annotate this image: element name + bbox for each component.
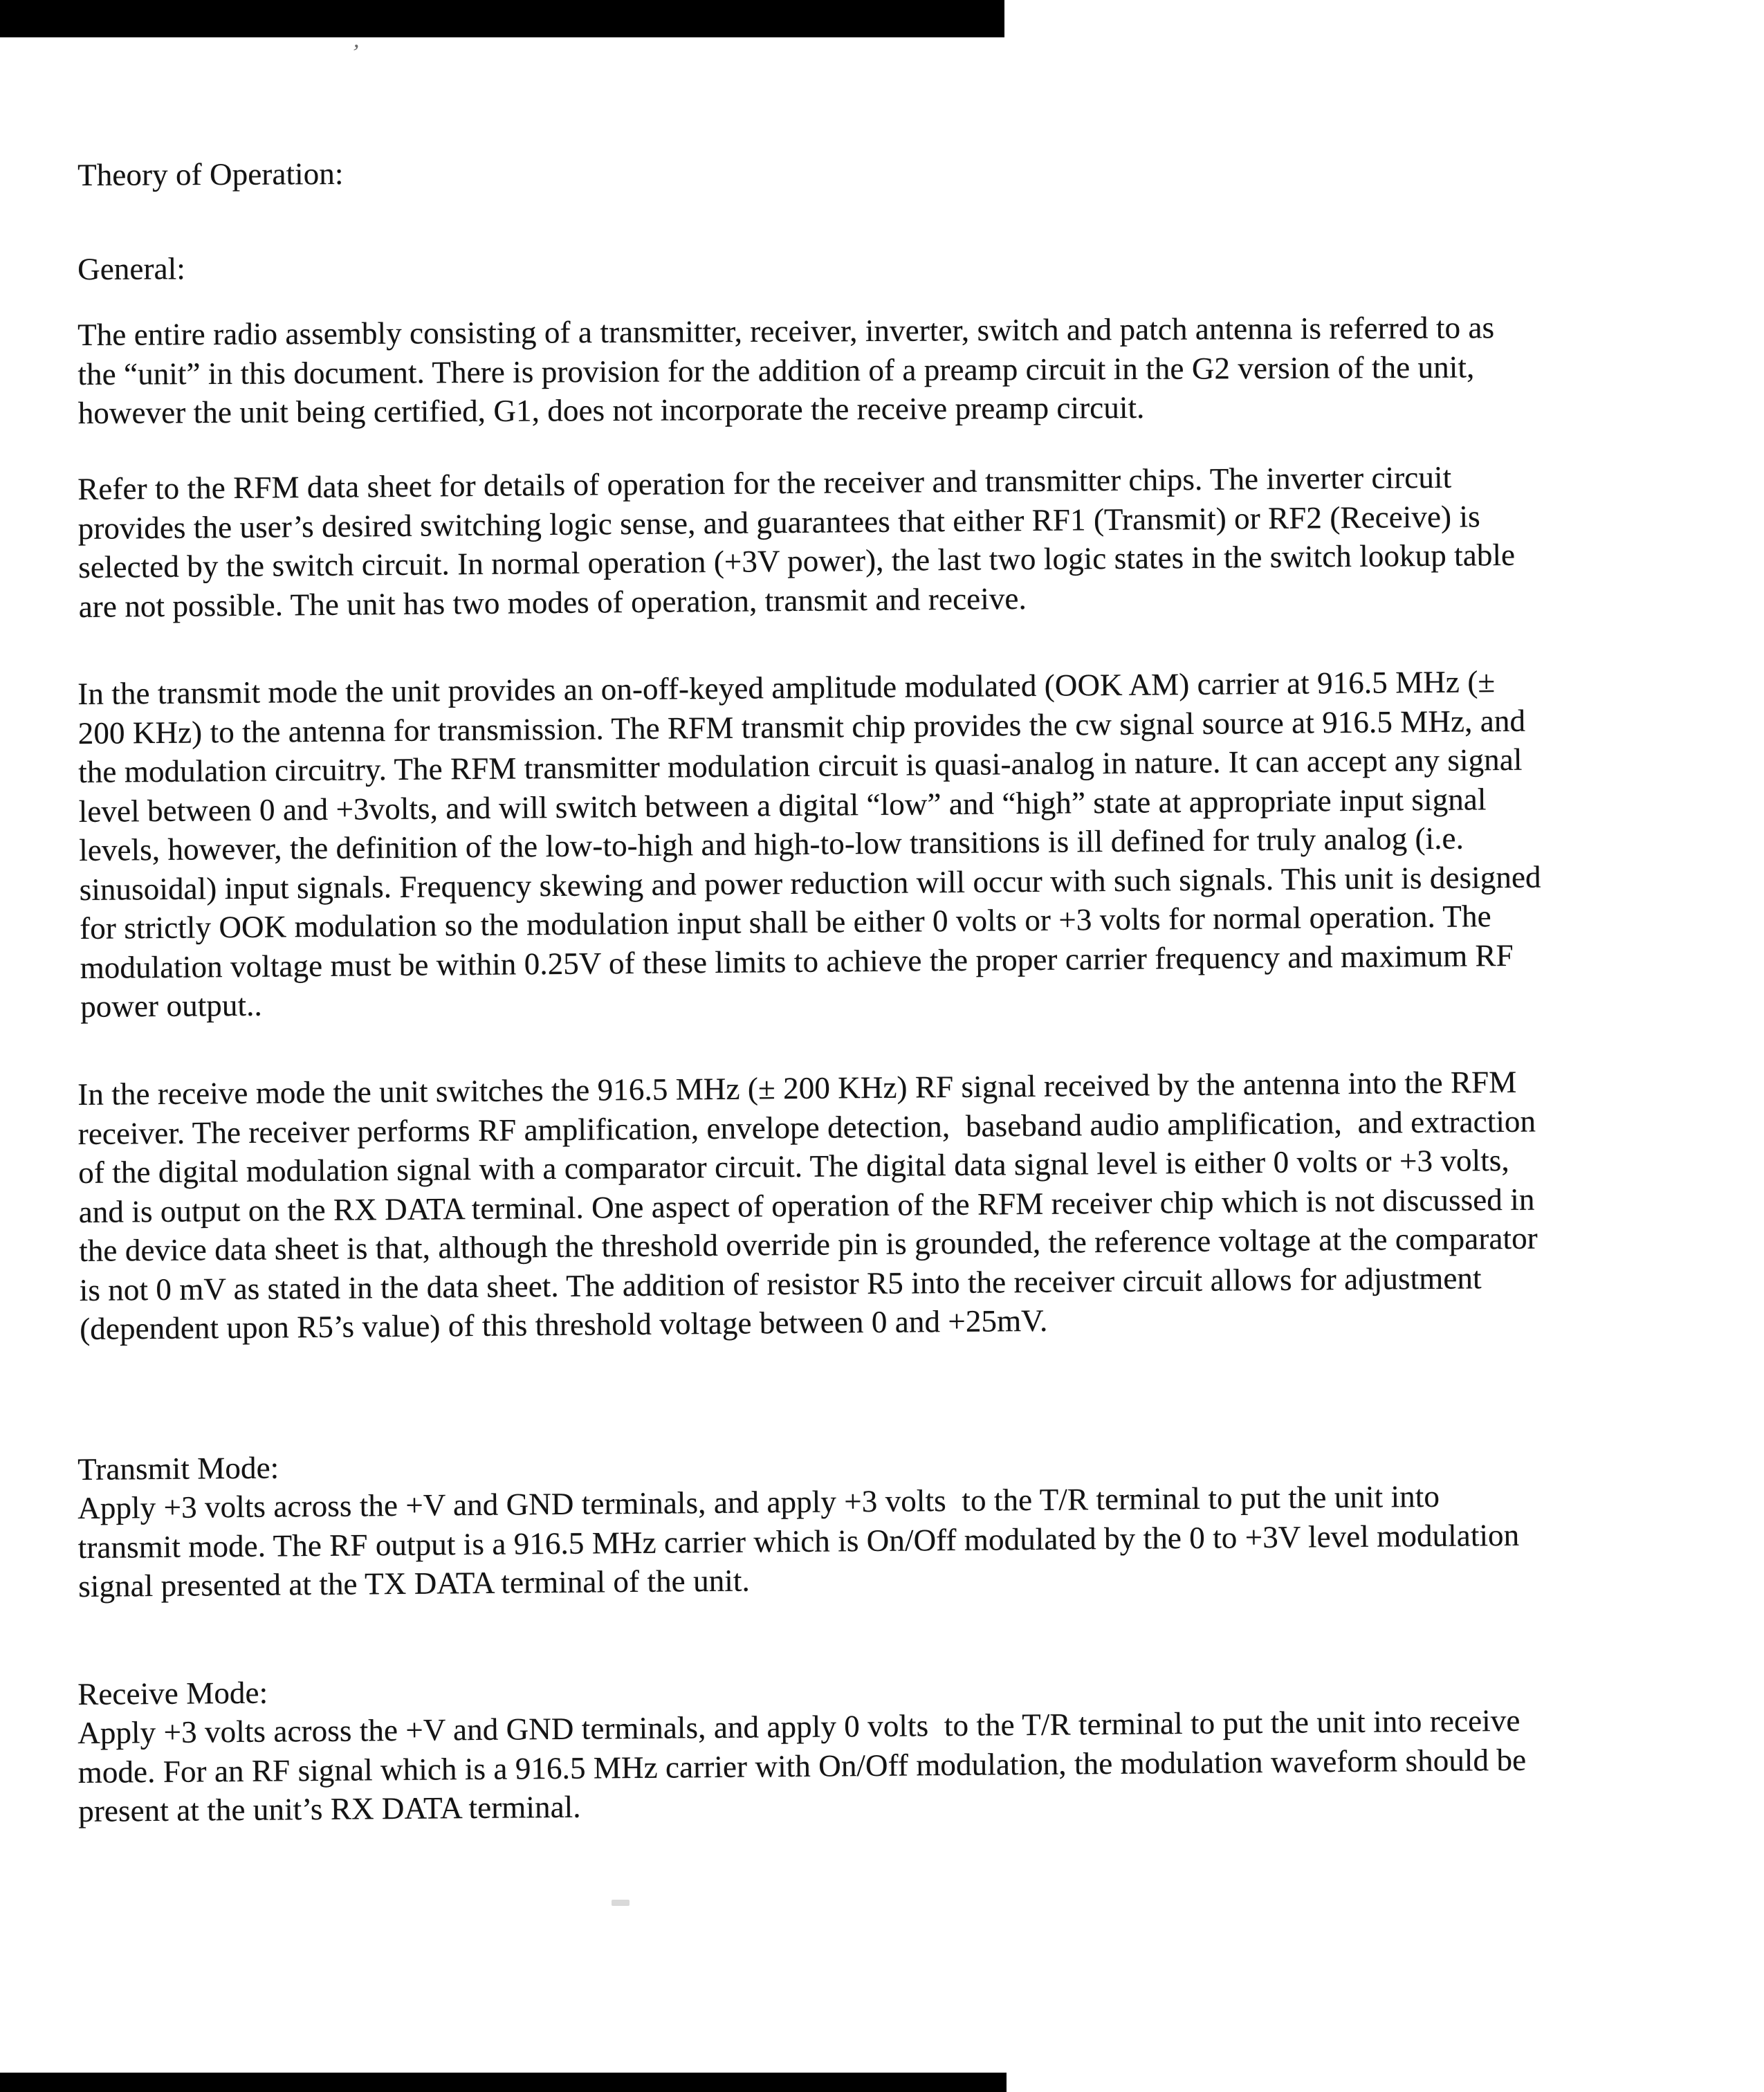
paragraph-receive-overview: In the receive mode the unit switches the 916.5 MHz (± 200 KHz) RF signal received by the antenna into the RFM receiver. The receiver performs RF amplification, envelope detection, baseband audio amplification, and extraction of the digital modulation signal with a comparator circuit. The digital data signal level is either 0 volts or +3 volts, and is output on the RX DATA terminal. One aspect of operation of the RFM receiver chip which is not discussed in the device data sheet is that, although the threshold override pin is grounded, the reference voltage at the comparator is not 0 mV as stated in the data sheet. The addition of resistor R5 into the receiver circuit allows for adjustment (dependent upon R5’s value) of this threshold voltage between 0 and +25mV.: [77, 1064, 1538, 1346]
scan-artifact-bar-bottom: [0, 2073, 1007, 2092]
paragraph-transmit-mode: Apply +3 volts across the +V and GND terminals, and apply +3 volts to the T/R terminal to put the unit into transmit mode. The RF output is a 916.5 MHz carrier which is On/Off modulated by the 0 to +3V level modulation signal presented at the TX DATA terminal of the unit.: [77, 1478, 1520, 1604]
paragraph-general-2: Refer to the RFM data sheet for details of operation for the receiver and transmitter chips. The inverter circuit provides the user’s desired switching logic sense, and guarantees that either RF1 (Transmit) or RF2 (Receive) is selected by the switch circuit. In normal operation (+3V power), the last two logic states in the switch lookup table are not possible. The unit has two modes of operation, transmit and receive.: [77, 459, 1516, 624]
stray-pen-mark: ’: [349, 39, 361, 66]
paragraph-receive-mode: Apply +3 volts across the +V and GND terminals, and apply 0 volts to the T/R terminal to put the unit into receive mode. For an RF signal which is a 916.5 MHz carrier with On/Off modulation, the modulation waveform should be present at the unit’s RX DATA terminal.: [77, 1703, 1527, 1828]
scan-artifact-bar-top: [0, 0, 1004, 37]
paragraph-transmit-overview: In the transmit mode the unit provides an on-off-keyed amplitude modulated (OOK AM) carrier at 916.5 MHz (± 200 KHz) to the antenna for transmission. The RFM transmit chip provides the cw signal source at 916.5 MHz, and the modulation circuitry. The RFM transmitter modulation circuit is quasi-analog in nature. It can accept any signal level between 0 and +3volts, and will switch between a digital “low” and “high” state at appropriate input signal levels, however, the definition of the low-to-high and high-to-low transitions is ill defined for truly analog (i.e. sinusoidal) input signals. Frequency skewing and power reduction will occur with such signals. This unit is designed for strictly OOK modulation so the modulation input shall be either 0 volts or +3 volts for normal operation. The modulation voltage must be within 0.25V of these limits to achieve the proper carrier frequency and maximum RF power output..: [77, 664, 1541, 1024]
section-heading-general: General:: [77, 251, 185, 286]
section-heading-receive-mode: Receive Mode:: [77, 1675, 268, 1712]
scan-smudge-mark: [612, 1900, 630, 1906]
page-title: Theory of Operation:: [77, 156, 344, 192]
paragraph-general-1: The entire radio assembly consisting of a transmitter, receiver, inverter, switch and patch antenna is referred to as the “unit” in this document. There is provision for the addition of a preamp circuit in the G2 version of the unit, however the unit being certified, G1, does not incorporate the receive preamp circuit.: [77, 310, 1495, 430]
section-heading-transmit-mode: Transmit Mode:: [77, 1450, 279, 1487]
